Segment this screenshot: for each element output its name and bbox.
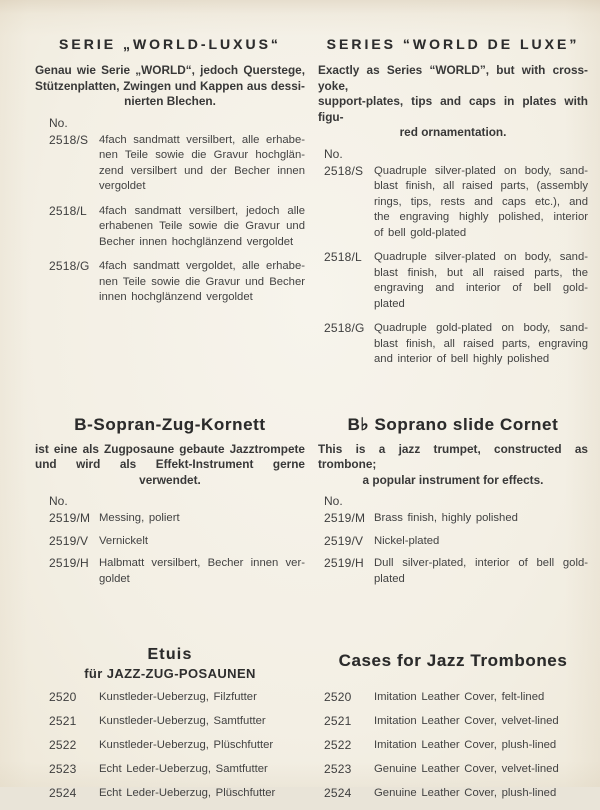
catalog-row bbox=[318, 534, 588, 550]
item-description: Imitation Leather Cover, velvet-lined bbox=[374, 715, 559, 727]
item-number: 2522 bbox=[324, 738, 352, 752]
item-number: 2519/V bbox=[324, 533, 364, 548]
catalog-row bbox=[35, 259, 305, 306]
section-intro-german: Genau wie Serie „WORLD“, jedoch Querstege, Stützenplatten, Zwingen und Kappen aus dessi- nierten Blechen. bbox=[35, 63, 305, 108]
item-list bbox=[318, 511, 588, 587]
catalog-row bbox=[318, 786, 588, 802]
section-cases bbox=[35, 646, 588, 810]
catalog-row bbox=[318, 556, 588, 587]
item-number: 2521 bbox=[49, 714, 77, 728]
item-description: 4fach sandmatt versilbert, alle erhabe- nen Teile sowie die Gravur hochglän- zend versilbert und der Becher innen vergoldet bbox=[99, 133, 305, 192]
item-description: Quadruple silver-plated on body, sand- blast finish, all raised parts, (assembly rings, tips, rests and caps etc.), and the engraving highly polished, interior of bell gold-plated bbox=[374, 164, 588, 239]
no-column-label: No. bbox=[324, 494, 343, 508]
item-description: Echt Leder-Ueberzug, Plüschfutter bbox=[99, 787, 276, 799]
item-number: 2523 bbox=[49, 762, 77, 776]
section-header bbox=[35, 646, 305, 690]
catalog-row bbox=[318, 738, 588, 754]
item-description: Dull silver-plated, interior of bell gold- plated bbox=[374, 557, 588, 585]
item-description: Nickel-plated bbox=[374, 534, 440, 547]
item-description: Imitation Leather Cover, felt-lined bbox=[374, 691, 545, 703]
catalog-row bbox=[318, 714, 588, 730]
catalog-row bbox=[318, 690, 588, 706]
no-column-label: No. bbox=[49, 115, 68, 130]
section-header bbox=[318, 646, 588, 690]
column-english-world-de-luxe bbox=[318, 36, 588, 377]
item-number: 2519/H bbox=[324, 556, 364, 570]
item-number: 2518/S bbox=[49, 132, 89, 147]
section-title-german: SERIE „WORLD-LUXUS“ bbox=[59, 36, 281, 52]
item-list bbox=[318, 690, 588, 802]
item-number: 2519/V bbox=[49, 533, 89, 548]
item-number: 2519/M bbox=[324, 511, 366, 525]
catalog-row bbox=[35, 133, 305, 195]
item-description: 4fach sandmatt vergoldet, alle erhabe- nen Teile sowie die Gravur und Becher innen hochglänzend vergoldet bbox=[99, 260, 305, 303]
column-english-cases bbox=[318, 646, 588, 810]
catalog-row bbox=[35, 534, 305, 550]
item-description: Kunstleder-Ueberzug, Samtfutter bbox=[99, 715, 266, 727]
item-description: Echt Leder-Ueberzug, Samtfutter bbox=[99, 763, 268, 775]
catalog-row bbox=[35, 762, 305, 778]
item-list bbox=[35, 511, 305, 587]
item-number: 2518/L bbox=[49, 203, 87, 218]
item-list bbox=[35, 690, 305, 802]
catalog-row bbox=[318, 321, 588, 368]
section-title-english: B♭ Soprano slide Cornet bbox=[347, 414, 559, 434]
item-description: Halbmatt versilbert, Becher innen ver- goldet bbox=[99, 557, 305, 585]
item-list bbox=[318, 164, 588, 368]
item-number: 2524 bbox=[324, 786, 352, 800]
section-title-english: Cases for Jazz Trombones bbox=[338, 651, 568, 670]
item-description: Imitation Leather Cover, plush-lined bbox=[374, 739, 557, 751]
catalog-row bbox=[35, 204, 305, 251]
item-description: Kunstleder-Ueberzug, Plüschfutter bbox=[99, 739, 274, 751]
catalog-row bbox=[35, 511, 305, 527]
item-number: 2521 bbox=[324, 714, 352, 728]
section-slide-cornet bbox=[35, 415, 588, 595]
catalog-row bbox=[318, 164, 588, 242]
column-german-world-luxus bbox=[35, 36, 305, 377]
item-number: 2518/L bbox=[324, 250, 362, 264]
section-intro-english: This is a jazz trumpet, constructed as trombone; a popular instrument for effects. bbox=[318, 441, 588, 487]
column-english-slide-cornet bbox=[318, 415, 588, 595]
catalog-row bbox=[35, 738, 305, 754]
section-intro-english: Exactly as Series “WORLD”, but with cross-yoke, support-plates, tips and caps in plates with figu- red ornamentation. bbox=[318, 63, 588, 139]
catalog-row bbox=[318, 250, 588, 312]
item-description: Vernickelt bbox=[99, 534, 148, 547]
catalog-row bbox=[318, 511, 588, 527]
catalog-row bbox=[35, 556, 305, 587]
no-column-label: No. bbox=[324, 146, 343, 161]
item-description: Genuine Leather Cover, plush-lined bbox=[374, 787, 557, 799]
no-column-label: No. bbox=[49, 494, 68, 508]
item-list bbox=[35, 133, 305, 306]
item-number: 2523 bbox=[324, 762, 352, 776]
item-description: Messing, poliert bbox=[99, 512, 180, 524]
item-number: 2518/S bbox=[324, 163, 364, 178]
section-world-luxus bbox=[35, 36, 588, 377]
item-number: 2519/M bbox=[49, 511, 91, 525]
item-description: Genuine Leather Cover, velvet-lined bbox=[374, 763, 559, 775]
catalog-row bbox=[318, 762, 588, 778]
item-number: 2520 bbox=[49, 690, 77, 704]
section-intro-german: ist eine als Zugposaune gebaute Jazztrompete und wird als Effekt-Instrument gerne verwendet. bbox=[35, 441, 305, 487]
item-number: 2522 bbox=[49, 738, 77, 752]
section-title-german: B-Sopran-Zug-Kornett bbox=[74, 414, 266, 434]
column-german-zug-kornett bbox=[35, 415, 305, 595]
item-description: Brass finish, highly polished bbox=[374, 512, 518, 524]
catalog-row bbox=[35, 690, 305, 706]
item-number: 2518/G bbox=[324, 321, 365, 335]
item-description: Kunstleder-Ueberzug, Filzfutter bbox=[99, 691, 257, 703]
item-description: Quadruple silver-plated on body, sand- blast finish, but all raised parts, the engraving and interior of bell gold- plated bbox=[374, 251, 588, 310]
section-title-german: Etuis bbox=[147, 646, 193, 663]
section-title-english: SERIES “WORLD DE LUXE” bbox=[326, 36, 580, 52]
item-description: Quadruple gold-plated on body, sand- blast finish, all raised parts, engraving and interior of bell highly polished bbox=[374, 322, 588, 365]
item-number: 2519/H bbox=[49, 556, 89, 570]
item-description: 4fach sandmatt versilbert, jedoch alle erhabenen Teile sowie die Gravur und Becher innen hochglänzend vergoldet bbox=[99, 204, 305, 248]
catalog-row bbox=[35, 714, 305, 730]
item-number: 2520 bbox=[324, 690, 352, 704]
section-subtitle-german: für JAZZ-ZUG-POSAUNEN bbox=[84, 666, 256, 681]
column-german-etuis bbox=[35, 646, 305, 810]
item-number: 2518/G bbox=[49, 259, 90, 273]
catalog-row bbox=[35, 786, 305, 802]
item-number: 2524 bbox=[49, 786, 77, 800]
